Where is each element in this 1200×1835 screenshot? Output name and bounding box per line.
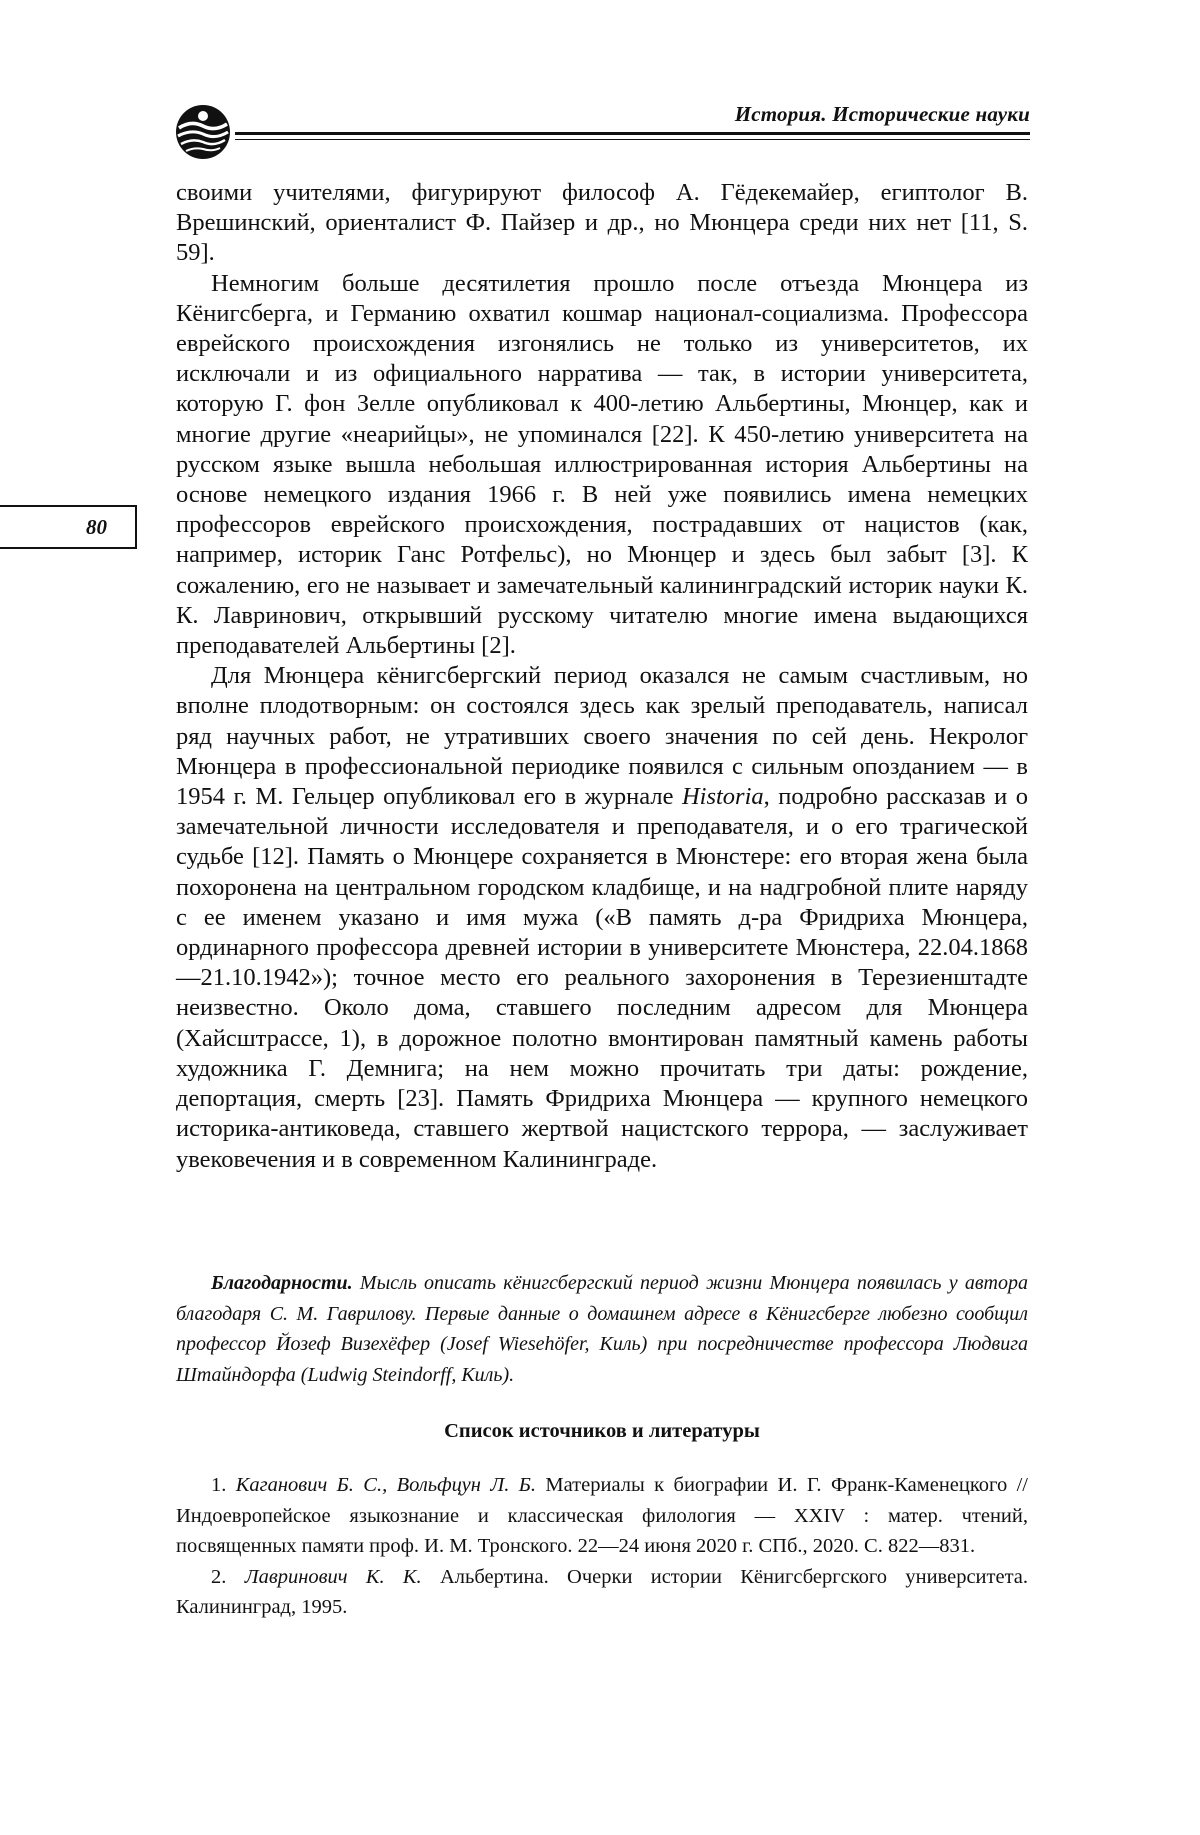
paragraph: [176, 661, 1028, 1174]
references-list: [176, 1470, 1028, 1623]
paragraph: Немногим больше десятилетия прошло после отъезда Мюнцера из Кёнигсберга, и Германию охватил кошмар национал-социализма. Профессора еврейского происхождения изгонялись не только из университетов, их исключали и из официального нарратива — так, в истории университета, которую Г. фон Зелле опубликовал к 400-летию Альбертины, Мюнцер, как и многие другие «неарийцы», не упоминался [22]. К 450-летию университета на русском языке вышла небольшая иллюстрированная история Альбертины на основе немецкого издания 1966 г. В ней уже появились имена немецких профессоров еврейского происхождения, пострадавших от нацистов (как, например, историк Ганс Ротфельс), но Мюнцер и здесь был забыт [3]. К сожалению, его не называет и замечательный калининградский историк науки К. К. Лавринович, открывший русскому читателю многие имена выдающихся преподавателей Альбертины [2].: [176, 269, 1028, 660]
reference-authors: Каганович Б. С., Вольфцун Л. Б.: [235, 1474, 536, 1496]
reference-text: Материалы к биографии И. Г. Франк-Каменецкого // Индоевропейское языкознание и классическая филология — XXIV : матер. чтений, посвященных памяти проф. И. М. Тронского. 22—24 июня 2020 г. СПб., 2020. С. 822—831.: [176, 1474, 1028, 1557]
article-body: [176, 178, 1028, 1175]
acknowledgements-text: Мысль описать кёнигсбергский период жизни Мюнцера появилась у автора благодаря С. М. Гаврилову. Первые данные о домашнем адресе в Кёнигсберге любезно сообщил профессор Йозеф Визехёфер (Josef Wiesehöfer, Киль) при посредничестве профессора Людвига Штайндорфа (Ludwig Steindorff, Киль).: [176, 1272, 1028, 1386]
journal-title: Historia: [681, 783, 764, 811]
acknowledgements: [176, 1268, 1028, 1390]
paragraph-text: Для Мюнцера кёнигсбергский период оказался не самым счастливым, но вполне плодотворным: он состоялся здесь как зрелый преподаватель, написал ряд научных работ, не утративших своего значения по сей день. Некролог Мюнцера в профессиональной периодике появился с сильным опозданием — в 1954 г. М. Гельцер опубликовал его в журнале: [176, 662, 1028, 811]
journal-wave-logo-icon: [173, 102, 233, 162]
paragraph-text: , подробно рассказав и о замечательной личности исследователя и преподавателя, и о его трагической судьбе [12]. Память о Мюнцере сохраняется в Мюнстере: его вторая жена была похоронена на центральном городском кладбище, и на надгробной плите наряду с ее именем указано и имя мужа («В память д-ра Фридриха Мюнцера, ординарного профессора древней истории в университете Мюнстера, 22.04.1868—21.10.1942»); точное место его реального захоронения в Терезиенштадте неизвестно. Около дома, ставшего последним адресом для Мюнцера (Хайсштрассе, 1), в дорожное полотно вмонтирован памятный камень работы художника Г. Демнига; на нем можно прочитать три даты: рождение, депортация, смерть [23]. Память Фридриха Мюнцера — крупного немецкого историка-антиковеда, ставшего жертвой нацистского террора, — заслуживает увековечения и в современном Калининграде.: [176, 783, 1029, 1173]
running-header: [173, 98, 1030, 158]
header-rule-thick: [235, 132, 1030, 135]
paragraph: своими учителями, фигурируют философ А. Гёдекемайер, египтолог В. Врешинский, ориенталист Ф. Пайзер и др., но Мюнцера среди них нет [11, S. 59].: [176, 179, 1028, 267]
reference-item: [176, 1562, 1028, 1623]
acknowledgements-heading: Благодарности.: [211, 1272, 353, 1294]
references-title: Список источников и литературы: [444, 1420, 760, 1442]
reference-text: Альбертина. Очерки истории Кёнигсбергского университета. Калининград, 1995.: [176, 1565, 1029, 1618]
reference-number: 2.: [211, 1565, 227, 1588]
page-number: 80: [0, 505, 137, 549]
section-title: История. Исторические науки: [734, 102, 1030, 126]
header-rule-thin: [235, 139, 1030, 140]
reference-number: 1.: [211, 1474, 227, 1496]
reference-authors: Лавринович К. К.: [244, 1565, 422, 1588]
reference-item: [176, 1470, 1028, 1562]
